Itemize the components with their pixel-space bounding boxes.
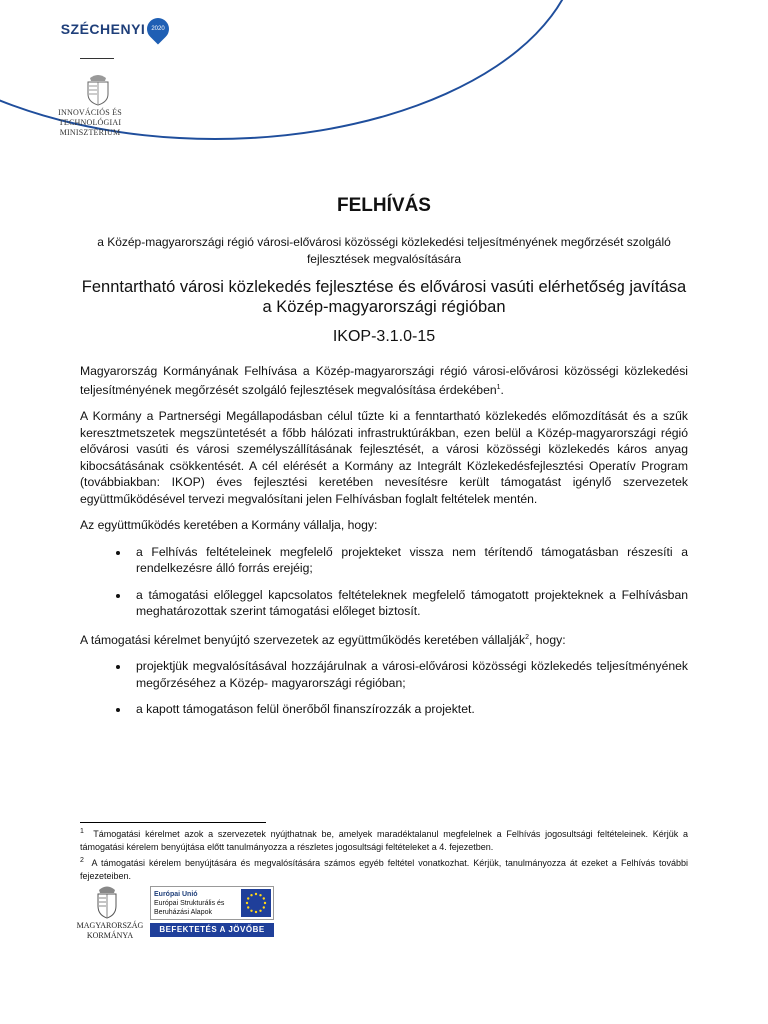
paragraph: A támogatási kérelmet benyújtó szervezetek az együttműködés keretében vállalják$^2$, hogy: bbox=[80, 632, 566, 647]
page-title: FELHÍVÁS bbox=[337, 195, 431, 216]
list-item: • projektjük megvalósításával hozzájárulnak a városi-elővárosi közösségi közlekedés teljesítményének megőrzéséhez a Közép- magyarországi régióban; bbox=[130, 658, 688, 691]
eu-fund: Európai Strukturális és Beruházási Alapok bbox=[154, 900, 225, 916]
list-item: • a támogatási előleggel kapcsolatos feltételeknek megfelelő támogatott projekteknek a Felhívásban meghatározottak szerint támogatási előleget biztosít. bbox=[130, 587, 688, 620]
bullet-list bbox=[80, 544, 688, 620]
call-code: IKOP-3.1.0-15 bbox=[332, 328, 436, 345]
list-item: • a Felhívás feltételeinek megfelelő projekteket vissza nem térítendő támogatásban részesíti a rendelkezésre álló forrás erejéig; bbox=[130, 544, 688, 577]
list-item: • a kapott támogatáson felül önerőből finanszírozzák a projektet. bbox=[130, 701, 688, 718]
footnote-ref[interactable]: 1 bbox=[496, 383, 501, 391]
footnote-ref[interactable]: 2 bbox=[525, 633, 529, 641]
eu-title: Európai Unió bbox=[154, 891, 198, 898]
paragraph: Az együttműködés keretében a Kormány vállalja, hogy: bbox=[80, 518, 378, 533]
logo-divider bbox=[80, 58, 114, 59]
footnote-separator bbox=[80, 822, 266, 823]
page-subtitle: a Közép-magyarországi régió városi-elővárosi közösségi közlekedési teljesítményének megőrzését szolgáló fejlesztések megvalósítására bbox=[97, 235, 671, 266]
crest-icon bbox=[85, 72, 111, 106]
brand-year: 2020 bbox=[151, 26, 165, 32]
ministry-name: INNOVÁCIÓS ÉS TECHNOLÓGIAI MINISZTÉRIUM bbox=[58, 108, 122, 137]
brand-name: SZÉCHENYI bbox=[60, 21, 146, 37]
bullet-list bbox=[80, 658, 688, 718]
footnote: $^1$ Támogatási kérelmet azok a szervezetek nyújthatnak be, amelyek maradéktalanul megfelelnek a Felhívás jogosultsági feltételeinek. Kérjük a támogatási kérelem benyújtása előtt tanulmányozza a részletes jogosultsági feltételeket a 4. fejezetben. bbox=[80, 828, 689, 852]
eu-flag-icon bbox=[241, 889, 271, 917]
pin-icon bbox=[143, 13, 174, 44]
footnote: $^2$ A támogatási kérelem benyújtására és megvalósítására számos egyéb feltétel vonatkozhat. Kérjük, tanulmányozza át ezeket a Felhívás további fejezeteiben. bbox=[80, 857, 688, 881]
document-body bbox=[80, 363, 688, 728]
footnotes bbox=[80, 825, 688, 883]
paragraph: Magyarország Kormányának Felhívása a Közép-magyarországi régió városi-elővárosi közösségi közlekedési teljesítményének megőrzését szolgáló fejlesztések megvalósítása érdekében$^1$. bbox=[80, 364, 688, 397]
main-title: Fenntartható városi közlekedés fejlesztése és elővárosi vasúti elérhetőség javítása a Közép-magyarországi régióban bbox=[81, 278, 687, 316]
crest-icon bbox=[95, 883, 119, 919]
szechenyi-logo bbox=[60, 18, 170, 40]
eu-logo bbox=[150, 886, 274, 920]
government-name: MAGYARORSZÁG KORMÁNYA bbox=[76, 921, 144, 940]
slogan-banner: BEFEKTETÉS A JÖVŐBE bbox=[150, 923, 274, 937]
paragraph: A Kormány a Partnerségi Megállapodásban célul tűzte ki a fenntartható közlekedés előmozdítását és a szűk keresztmetszetek megszüntetését a főbb hálózati infrastruktúrákban, ezen belül a Közép-magyarországi régió elővárosi vasúti és városi személyszállításának fejlesztését, a városi közösségi közlekedés káros anyag kibocsátásának csökkentését. A cél elérését a Kormány az Integrált Közlekedésfejlesztési Operatív Program (továbbiakban: IKOP) éves fejlesztési keretében nevesítésre került támogatást igénylő szervezetek együttműködésével tervezi megvalósítani jelen Felhívásban foglalt feltételek mentén. bbox=[80, 409, 688, 506]
